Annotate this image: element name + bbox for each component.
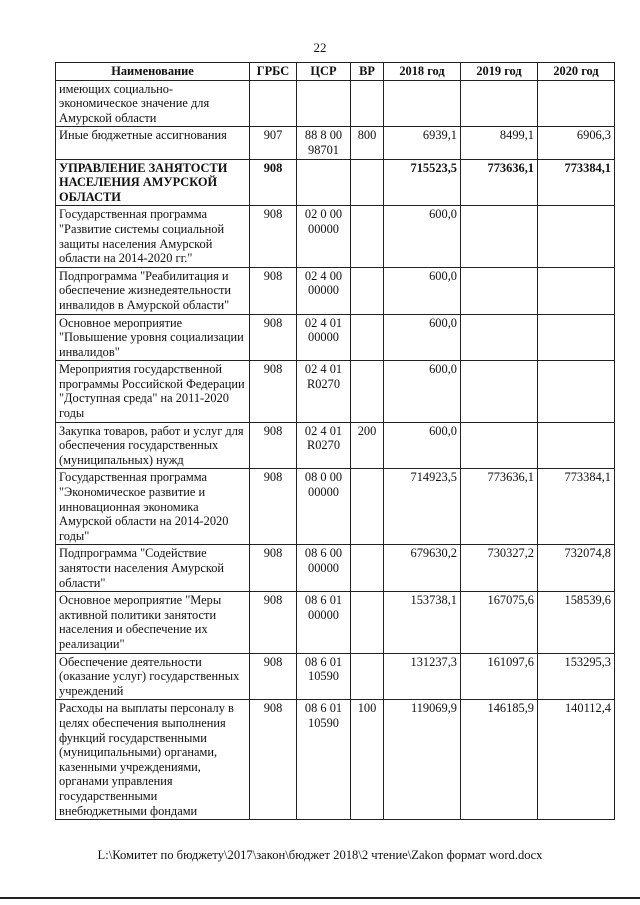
cell-2020: 6906,3 bbox=[538, 127, 615, 159]
cell-csr: 08 6 01 10590 bbox=[297, 653, 351, 700]
header-2019: 2019 год bbox=[461, 63, 538, 81]
header-2020: 2020 год bbox=[538, 63, 615, 81]
cell-name: Закупка товаров, работ и услуг для обеспечения государственных (муниципальных) нужд bbox=[56, 422, 250, 469]
cell-2018: 714923,5 bbox=[384, 469, 461, 545]
cell-2020 bbox=[538, 206, 615, 267]
file-path-footer: L:\Комитет по бюджету\2017\закон\бюджет 2018\2 чтение\Zakon формат word.docx bbox=[97, 848, 543, 862]
table-row bbox=[56, 314, 615, 361]
cell-name: УПРАВЛЕНИЕ ЗАНЯТОСТИ НАСЕЛЕНИЯ АМУРСКОЙ ОБЛАСТИ bbox=[56, 159, 250, 206]
cell-csr: 08 0 00 00000 bbox=[297, 469, 351, 545]
cell-csr: 02 4 01 00000 bbox=[297, 314, 351, 361]
cell-2019 bbox=[461, 80, 538, 127]
cell-2019 bbox=[461, 422, 538, 469]
cell-name: имеющих социально-экономическое значение для Амурской области bbox=[56, 80, 250, 127]
cell-2018: 715523,5 bbox=[384, 159, 461, 206]
cell-2019: 8499,1 bbox=[461, 127, 538, 159]
cell-2019 bbox=[461, 314, 538, 361]
cell-csr bbox=[297, 80, 351, 127]
cell-grbs: 908 bbox=[250, 422, 297, 469]
cell-csr: 02 4 01 R0270 bbox=[297, 361, 351, 422]
cell-name: Подпрограмма "Реабилитация и обеспечение жизнедеятельности инвалидов в Амурской области" bbox=[56, 267, 250, 314]
cell-2020: 732074,8 bbox=[538, 545, 615, 592]
cell-vr bbox=[351, 545, 384, 592]
cell-2019: 167075,6 bbox=[461, 592, 538, 653]
scan-edge-line bbox=[0, 897, 640, 899]
cell-2019: 773636,1 bbox=[461, 159, 538, 206]
cell-2018: 153738,1 bbox=[384, 592, 461, 653]
cell-2019: 161097,6 bbox=[461, 653, 538, 700]
header-2018: 2018 год bbox=[384, 63, 461, 81]
cell-vr bbox=[351, 80, 384, 127]
cell-grbs: 908 bbox=[250, 267, 297, 314]
cell-2020: 140112,4 bbox=[538, 700, 615, 820]
table-row bbox=[56, 469, 615, 545]
cell-vr: 200 bbox=[351, 422, 384, 469]
cell-2020: 773384,1 bbox=[538, 159, 615, 206]
cell-grbs: 908 bbox=[250, 314, 297, 361]
cell-2018: 6939,1 bbox=[384, 127, 461, 159]
cell-2020: 153295,3 bbox=[538, 653, 615, 700]
cell-csr: 08 6 01 00000 bbox=[297, 592, 351, 653]
cell-vr bbox=[351, 267, 384, 314]
cell-2019: 773636,1 bbox=[461, 469, 538, 545]
table-row bbox=[56, 653, 615, 700]
cell-2019 bbox=[461, 206, 538, 267]
cell-grbs bbox=[250, 80, 297, 127]
table-row bbox=[56, 700, 615, 820]
table-body bbox=[56, 80, 615, 820]
header-csr: ЦСР bbox=[297, 63, 351, 81]
cell-grbs: 908 bbox=[250, 206, 297, 267]
cell-name: Обеспечение деятельности (оказание услуг) государственных учреждений bbox=[56, 653, 250, 700]
table-row bbox=[56, 545, 615, 592]
cell-csr: 08 6 01 10590 bbox=[297, 700, 351, 820]
cell-2018 bbox=[384, 80, 461, 127]
cell-grbs: 908 bbox=[250, 469, 297, 545]
cell-vr bbox=[351, 361, 384, 422]
cell-2020 bbox=[538, 361, 615, 422]
cell-grbs: 908 bbox=[250, 653, 297, 700]
cell-2020 bbox=[538, 422, 615, 469]
cell-2018: 600,0 bbox=[384, 361, 461, 422]
cell-name: Основное мероприятие "Меры активной политики занятости населения и обеспечение их реализации" bbox=[56, 592, 250, 653]
cell-name: Иные бюджетные ассигнования bbox=[56, 127, 250, 159]
cell-name: Государственная программа "Развитие системы социальной защиты населения Амурской области на 2014-2020 гг." bbox=[56, 206, 250, 267]
cell-vr bbox=[351, 592, 384, 653]
cell-csr: 02 4 01 R0270 bbox=[297, 422, 351, 469]
header-name: Наименование bbox=[56, 63, 250, 81]
table-row bbox=[56, 422, 615, 469]
cell-vr bbox=[351, 159, 384, 206]
cell-vr: 100 bbox=[351, 700, 384, 820]
table-row bbox=[56, 80, 615, 127]
cell-2019: 146185,9 bbox=[461, 700, 538, 820]
cell-csr bbox=[297, 159, 351, 206]
table-row bbox=[56, 361, 615, 422]
table-row bbox=[56, 592, 615, 653]
cell-2018: 600,0 bbox=[384, 206, 461, 267]
cell-2018: 679630,2 bbox=[384, 545, 461, 592]
cell-vr bbox=[351, 469, 384, 545]
cell-csr: 02 0 00 00000 bbox=[297, 206, 351, 267]
cell-vr bbox=[351, 653, 384, 700]
cell-csr: 08 6 00 00000 bbox=[297, 545, 351, 592]
cell-2019: 730327,2 bbox=[461, 545, 538, 592]
cell-2018: 131237,3 bbox=[384, 653, 461, 700]
cell-name: Основное мероприятие "Повышение уровня социализации инвалидов" bbox=[56, 314, 250, 361]
cell-2018: 600,0 bbox=[384, 267, 461, 314]
table-header-row bbox=[56, 63, 615, 81]
cell-2018: 119069,9 bbox=[384, 700, 461, 820]
cell-2020: 773384,1 bbox=[538, 469, 615, 545]
cell-vr: 800 bbox=[351, 127, 384, 159]
cell-name: Мероприятия государственной программы Российской Федерации "Доступная среда" на 2011-2020 годы bbox=[56, 361, 250, 422]
budget-table bbox=[55, 62, 615, 820]
header-grbs: ГРБС bbox=[250, 63, 297, 81]
cell-name: Расходы на выплаты персоналу в целях обеспечения выполнения функций государственными (муниципальными) органами, казенными учреждениями, органами управления государственными внебюджетными фондами bbox=[56, 700, 250, 820]
header-vr: ВР bbox=[351, 63, 384, 81]
cell-2019 bbox=[461, 361, 538, 422]
cell-name: Подпрограмма "Содействие занятости населения Амурской области" bbox=[56, 545, 250, 592]
cell-csr: 02 4 00 00000 bbox=[297, 267, 351, 314]
table-row bbox=[56, 206, 615, 267]
cell-grbs: 908 bbox=[250, 545, 297, 592]
cell-2018: 600,0 bbox=[384, 314, 461, 361]
cell-csr: 88 8 00 98701 bbox=[297, 127, 351, 159]
table-row bbox=[56, 159, 615, 206]
page-number: 22 bbox=[313, 40, 327, 55]
cell-grbs: 908 bbox=[250, 361, 297, 422]
cell-2020 bbox=[538, 267, 615, 314]
cell-2020 bbox=[538, 80, 615, 127]
table-row bbox=[56, 127, 615, 159]
table-row bbox=[56, 267, 615, 314]
cell-2020: 158539,6 bbox=[538, 592, 615, 653]
cell-2019 bbox=[461, 267, 538, 314]
cell-grbs: 907 bbox=[250, 127, 297, 159]
cell-grbs: 908 bbox=[250, 159, 297, 206]
cell-2018: 600,0 bbox=[384, 422, 461, 469]
cell-vr bbox=[351, 206, 384, 267]
cell-grbs: 908 bbox=[250, 592, 297, 653]
cell-grbs: 908 bbox=[250, 700, 297, 820]
cell-name: Государственная программа "Экономическое развитие и инновационная экономика Амурской области на 2014-2020 годы" bbox=[56, 469, 250, 545]
cell-vr bbox=[351, 314, 384, 361]
cell-2020 bbox=[538, 314, 615, 361]
